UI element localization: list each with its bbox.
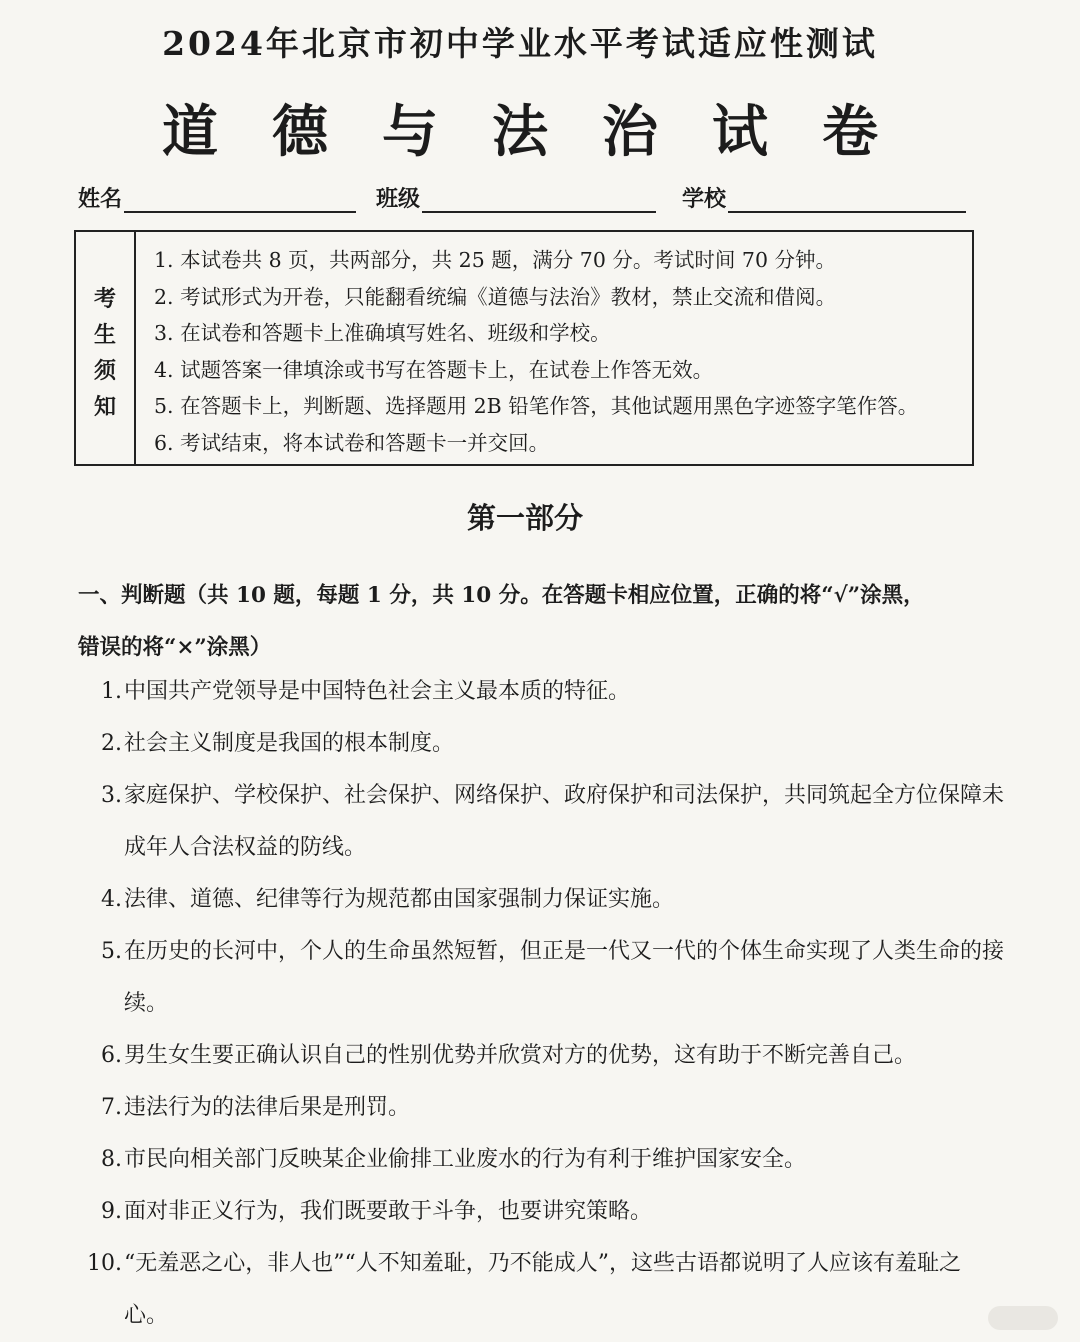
question-item — [78, 1134, 1008, 1186]
notice-side-char: 须 — [93, 358, 116, 384]
question-item — [78, 1030, 1008, 1082]
class-label: 班级 — [376, 186, 421, 212]
notice-side-label — [76, 232, 136, 464]
question-number: 9. — [101, 1199, 122, 1224]
school-label: 学校 — [682, 186, 727, 212]
student-info-line — [78, 182, 978, 216]
exam-title: 2024年北京市初中学业水平考试适应性测试 — [162, 24, 878, 63]
question-text: 社会主义制度是我国的根本制度。 — [124, 731, 455, 756]
question-item — [78, 1082, 1008, 1134]
notice-item: 3. 在试卷和答题卡上准确填写姓名、班级和学校。 — [154, 321, 611, 345]
question-text: 在历史的长河中，个人的生命虽然短暂，但正是一代又一代的个体生命实现了人类生命的接续。 — [124, 939, 1005, 1016]
notice-side-char: 知 — [93, 394, 116, 420]
question-number: 5. — [101, 939, 122, 964]
question-list — [78, 666, 1008, 1342]
question-number: 10. — [87, 1251, 122, 1276]
name-field — [78, 182, 356, 213]
notice-side-char: 考 — [93, 286, 116, 312]
school-field — [682, 182, 966, 213]
question-item — [78, 770, 1008, 874]
notice-item: 6. 考试结束，将本试卷和答题卡一并交回。 — [154, 430, 550, 455]
question-item — [78, 926, 1008, 1030]
question-text: 男生女生要正确认识自己的性别优势并欣赏对方的优势，这有助于不断完善自己。 — [124, 1043, 917, 1068]
question-text: 中国共产党领导是中国特色社会主义最本质的特征。 — [124, 679, 631, 704]
notice-item: 4. 试题答案一律填涂或书写在答题卡上，在试卷上作答无效。 — [154, 357, 714, 382]
notice-item: 2. 考试形式为开卷，只能翻看统编《道德与法治》教材，禁止交流和借阅。 — [154, 284, 837, 309]
section-heading-line: 一、判断题（共 10 题，每题 1 分，共 10 分。在答题卡相应位置，正确的将“√”涂黑， — [78, 583, 925, 608]
question-number: 1. — [101, 679, 122, 704]
school-blank — [728, 185, 966, 213]
subject-title: 道德与法治试卷 — [162, 100, 932, 165]
notice-list — [154, 242, 969, 461]
part-title: 第一部分 — [466, 501, 583, 535]
question-item — [78, 874, 1008, 926]
question-text: 面对非正义行为，我们既要敢于斗争，也要讲究策略。 — [124, 1199, 653, 1224]
question-number: 7. — [101, 1095, 122, 1120]
section-heading — [78, 570, 998, 674]
question-number: 4. — [101, 887, 122, 912]
question-text: 法律、道德、纪律等行为规范都由国家强制力保证实施。 — [124, 887, 675, 912]
question-number: 2. — [101, 731, 122, 756]
notice-side-char: 生 — [93, 322, 116, 348]
class-blank — [422, 185, 656, 213]
question-number: 6. — [101, 1043, 122, 1068]
question-text: 违法行为的法律后果是刑罚。 — [124, 1095, 411, 1120]
question-item — [78, 666, 1008, 718]
candidate-notice-box — [74, 230, 974, 466]
class-field — [376, 182, 656, 213]
corner-mark — [988, 1306, 1058, 1330]
name-blank — [124, 185, 356, 213]
question-item — [78, 1186, 1008, 1238]
name-label: 姓名 — [78, 186, 123, 212]
section-heading-line: 错误的将“×”涂黑） — [78, 635, 272, 660]
question-text: 市民向相关部门反映某企业偷排工业废水的行为有利于维护国家安全。 — [124, 1147, 807, 1172]
question-number: 3. — [101, 783, 122, 808]
question-text: 家庭保护、学校保护、社会保护、网络保护、政府保护和司法保护，共同筑起全方位保障未成年人合法权益的防线。 — [124, 783, 1005, 860]
notice-item: 1. 本试卷共 8 页，共两部分，共 25 题，满分 70 分。考试时间 70 分钟。 — [154, 248, 837, 272]
question-number: 8. — [101, 1147, 122, 1172]
question-text: “无羞恶之心，非人也”“人不知羞耻，乃不能成人”，这些古语都说明了人应该有羞耻之心。 — [124, 1251, 961, 1328]
notice-item: 5. 在答题卡上，判断题、选择题用 2B 铅笔作答，其他试题用黑色字迹签字笔作答。 — [154, 394, 919, 418]
question-item — [78, 718, 1008, 770]
question-item — [78, 1238, 1008, 1342]
